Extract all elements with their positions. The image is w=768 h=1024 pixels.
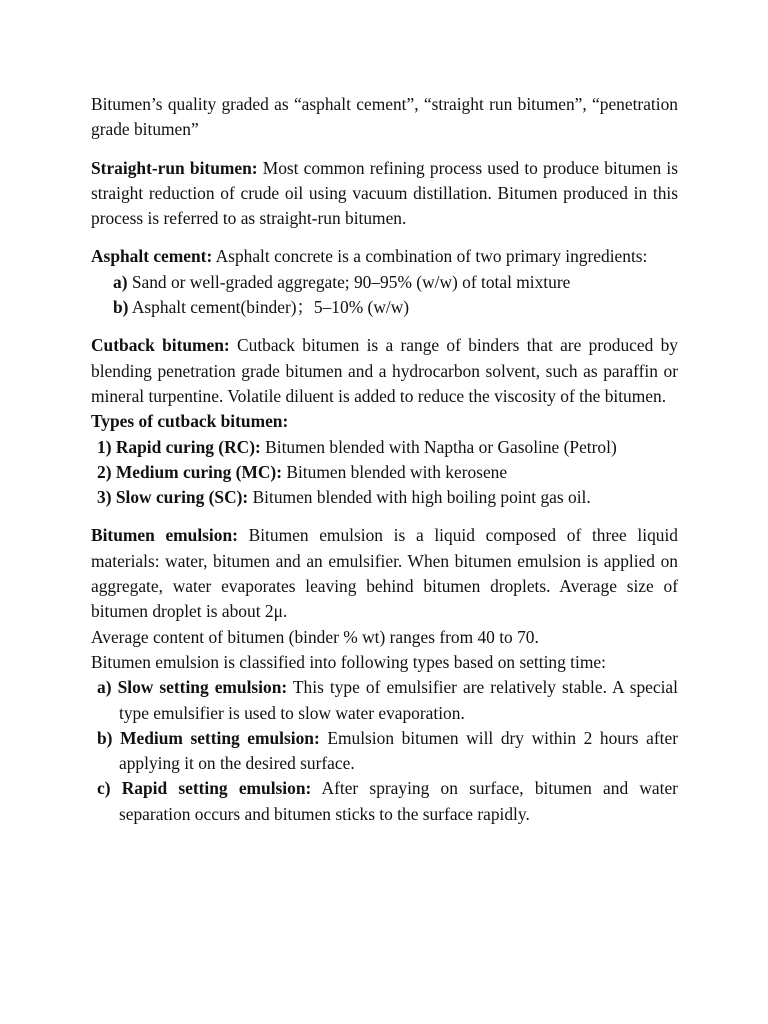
straight-run-text: Most common refining process used to produce bitumen is straight reduction of crude oil using vacuum distillation. Bitumen produced in this process is referred to as straight-run bitumen. xyxy=(91,157,678,229)
list-item-label: Slow setting emulsion: xyxy=(117,677,288,698)
list-item-text: Bitumen blended with high boiling point gas oil. xyxy=(248,487,591,508)
list-item-text: Asphalt cement(binder)；5–10% (w/w) xyxy=(128,297,410,318)
cutback-heading: Cutback bitumen: xyxy=(91,335,230,356)
cutback-type-1 xyxy=(91,435,678,460)
list-item-text: This type of emulsifier are relatively stable. A special type emulsifier is used to slow water evaporation. xyxy=(119,677,678,723)
emulsion-type-a xyxy=(91,675,678,726)
emulsion-paragraph xyxy=(91,523,678,624)
list-marker: c) xyxy=(97,778,111,799)
list-item-text: After spraying on surface, bitumen and water separation occurs and bitumen sticks to the surface rapidly. xyxy=(119,778,678,824)
list-marker: 1) xyxy=(97,436,112,457)
intro-paragraph: Bitumen’s quality graded as “asphalt cement”, “straight run bitumen”, “penetration grade bitumen” xyxy=(91,94,678,140)
list-marker: b) xyxy=(113,297,129,318)
list-marker: a) xyxy=(113,271,128,292)
list-item-text: Sand or well-graded aggregate; 90–95% (w/w) of total mixture xyxy=(127,271,571,292)
cutback-paragraph xyxy=(91,333,678,409)
emulsion-type-c xyxy=(91,776,678,827)
list-item-label: Rapid setting emulsion: xyxy=(121,778,312,799)
emulsion-text: Bitumen emulsion is a liquid composed of three liquid materials: water, bitumen and an emulsifier. When bitumen emulsion is applied on aggregate, water evaporates leaving behind bitumen droplets. Average size of bitumen droplet is about 2μ. xyxy=(91,525,679,622)
emulsion-content-line: Average content of bitumen (binder % wt) ranges from 40 to 70. xyxy=(91,626,539,647)
emulsion-classification-line: Bitumen emulsion is classified into following types based on setting time: xyxy=(91,651,606,672)
asphalt-cement-heading: Asphalt cement: xyxy=(91,246,213,267)
list-item-text: Emulsion bitumen will dry within 2 hours after applying it on the desired surface. xyxy=(119,727,678,774)
list-marker: a) xyxy=(97,677,112,698)
list-marker: 3) xyxy=(97,487,112,508)
list-item-label: Rapid curing (RC): xyxy=(115,436,261,457)
emulsion-heading: Bitumen emulsion: xyxy=(91,525,238,546)
list-marker: 2) xyxy=(97,461,112,482)
list-item-text: Bitumen blended with Naptha or Gasoline (Petrol) xyxy=(260,436,617,457)
asphalt-item-a xyxy=(91,270,678,295)
asphalt-cement-paragraph xyxy=(91,244,678,269)
asphalt-cement-text: Asphalt concrete is a combination of two primary ingredients: xyxy=(212,246,648,267)
cutback-types-heading: Types of cutback bitumen: xyxy=(91,411,289,432)
list-item-label: Medium setting emulsion: xyxy=(120,727,320,748)
list-marker: b) xyxy=(97,727,113,748)
cutback-type-2 xyxy=(91,460,678,485)
emulsion-type-b xyxy=(91,726,678,777)
list-item-label: Slow curing (SC): xyxy=(115,487,249,508)
straight-run-paragraph xyxy=(91,156,678,232)
list-item-text: Bitumen blended with kerosene xyxy=(282,461,508,482)
asphalt-item-b xyxy=(91,295,678,320)
cutback-text: Cutback bitumen is a range of binders that are produced by blending penetration grade bitumen and a hydrocarbon solvent, such as paraffin or mineral turpentine. Volatile diluent is added to reduce the viscosity of the bitumen. xyxy=(91,335,678,406)
list-item-label: Medium curing (MC): xyxy=(115,461,283,482)
straight-run-heading: Straight-run bitumen: xyxy=(91,157,258,178)
cutback-type-3 xyxy=(91,485,678,510)
